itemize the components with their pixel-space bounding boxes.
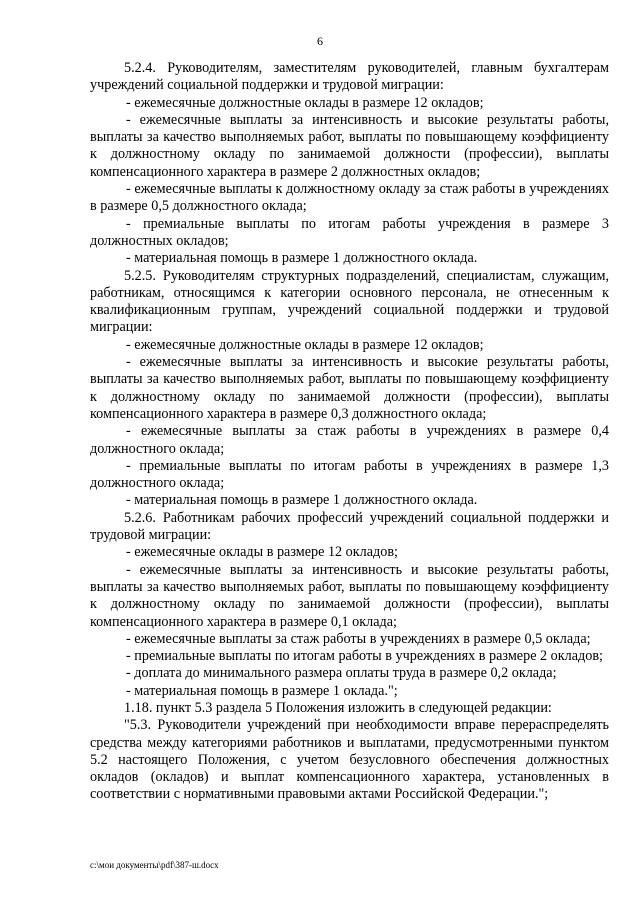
list-item: - доплата до минимального размера оплаты труда в размере 0,2 оклада;	[126, 665, 557, 682]
list-item: - ежемесячные выплаты к должностному окладу за стаж работы в учреждениях в размере 0,5 должностного оклада;	[90, 181, 609, 215]
list-item: - премиальные выплаты по итогам работы в учреждениях в размере 1,3 должностного оклада;	[90, 457, 609, 492]
footer-file-path: c:\мои документы\pdf\387-ш.docx	[90, 860, 219, 870]
list-item: - материальная помощь в размере 1 должностного оклада.	[126, 492, 478, 509]
list-item: - ежемесячные выплаты за стаж работы в учреждениях в размере 0,4 должностного оклада;	[90, 423, 609, 457]
list-item: - премиальные выплаты по итогам работы в учреждениях в размере 2 окладов;	[126, 648, 603, 665]
paragraph-1-18: 1.18. пункт 5.3 раздела 5 Положения изложить в следующей редакции:	[124, 699, 552, 716]
list-item: - ежемесячные выплаты за интенсивность и высокие результаты работы, выплаты за качество выполняемых работ, выплаты по повышающему коэффициенту к должностному окладу по занимаемой должности (профессии), выплаты компенсационного характера в размере 2 должностных окладов;	[90, 111, 609, 180]
list-item: - ежемесячные должностные оклады в размере 12 окладов;	[126, 94, 484, 111]
paragraph-5-2-6: 5.2.6. Работникам рабочих профессий учреждений социальной поддержки и трудовой миграции:	[90, 509, 609, 544]
list-item: - ежемесячные выплаты за интенсивность и высокие результаты работы, выплаты за качество выполняемых работ, выплаты по повышающему коэффициенту к должностному окладу по занимаемой должности (профессии), выплаты компенсационного характера в размере 0,3 должностного оклада;	[90, 354, 609, 422]
list-item: - материальная помощь в размере 1 должностного оклада.	[126, 250, 478, 267]
paragraph-5-3: "5.3. Руководители учреждений при необходимости вправе перераспределять средства между категориями работников и выплатами, предусмотренными пунктом 5.2 настоящего Положения, с учетом безусловного обеспечения должностных окладов (окладов) и выплат компенсационного характера, установленных в соответствии с нормативными правовыми актами Российской Федерации.";	[90, 717, 609, 803]
list-item: - ежемесячные должностные оклады в размере 12 окладов;	[126, 336, 484, 353]
list-item: - премиальные выплаты по итогам работы учреждения в размере 3 должностных окладов;	[90, 215, 609, 249]
document-body	[90, 60, 609, 804]
list-item: - ежемесячные выплаты за стаж работы в учреждениях в размере 0,5 оклада;	[126, 630, 591, 647]
paragraph-5-2-4: 5.2.4. Руководителям, заместителям руководителей, главным бухгалтерам учреждений социальной поддержки и трудовой миграции:	[90, 60, 609, 94]
page-number: 6	[317, 34, 323, 48]
list-item: - материальная помощь в размере 1 оклада.";	[126, 682, 398, 699]
paragraph-5-2-5: 5.2.5. Руководителям структурных подразделений, специалистам, служащим, работникам, относящимся к категории основного персонала, не отнесенным к квалификационным группам, учреждений социальной поддержки и трудовой миграции:	[90, 267, 609, 336]
list-item: - ежемесячные оклады в размере 12 окладов;	[126, 544, 399, 561]
list-item: - ежемесячные выплаты за интенсивность и высокие результаты работы, выплаты за качество выполняемых работ, выплаты по повышающему коэффициенту к должностному окладу по занимаемой должности (профессии), выплаты компенсационного характера в размере 0,1 оклада;	[90, 561, 609, 630]
